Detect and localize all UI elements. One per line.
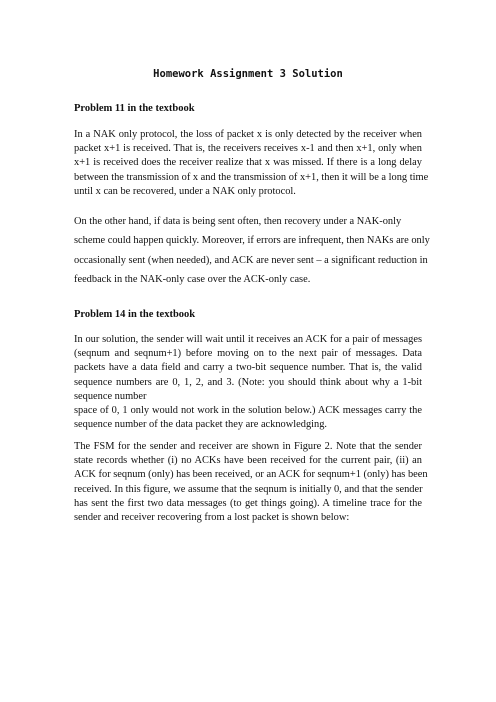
paragraph-line: has sent the first two data messages (to get things going). A timeline trace for the xyxy=(74,497,422,509)
paragraph-line: packet x+1 is received. That is, the receivers receives x-1 and then x+1, only when xyxy=(74,143,422,155)
paragraph-line: sequence numbers are 0, 1, 2, and 3. (Note: you should think about why a 1-bit xyxy=(74,376,422,388)
paragraph-line: sender and receiver recovering from a lost packet is shown below: xyxy=(74,512,350,524)
paragraph-line: space of 0, 1 only would not work in the solution below.) ACK messages carry the xyxy=(74,405,422,417)
paragraph-line: feedback in the NAK-only case over the ACK-only case. xyxy=(74,273,311,285)
paragraph xyxy=(74,212,430,289)
document-title: Homework Assignment 3 Solution xyxy=(153,68,343,80)
paragraph-line: sequence number xyxy=(74,390,147,402)
paragraph-line: sequence number of the data packet they are acknowledging. xyxy=(74,419,328,431)
paragraph-line: state records whether (i) no ACKs have been received for the current pair, (ii) an xyxy=(74,455,422,467)
paragraph-line: received. In this figure, we assume that the seqnum is initially 0, and that the sender xyxy=(74,483,423,495)
paragraph-line: scheme could happen quickly. Moreover, if errors are infrequent, then NAKs are only xyxy=(74,235,430,247)
paragraph-line: In a NAK only protocol, the loss of packet x is only detected by the receiver when xyxy=(74,129,422,140)
paragraph xyxy=(74,333,422,432)
paragraph-line: until x can be recovered, under a NAK only protocol. xyxy=(74,185,296,197)
paragraph xyxy=(74,128,429,199)
paragraph-line: (seqnum and seqnum+1) before moving on to the next pair of messages. Data xyxy=(74,348,422,360)
paragraph-line: occasionally sent (when needed), and ACK are never sent – a significant reduction in xyxy=(74,254,428,266)
paragraph-line: ACK for seqnum (only) has been received, or an ACK for seqnum+1 (only) has been xyxy=(74,469,428,481)
paragraph-line: x+1 is received does the receiver realize that x was missed. If there is a long delay xyxy=(74,157,422,169)
paragraph-line: In our solution, the sender will wait until it receives an ACK for a pair of messages xyxy=(74,334,422,345)
paragraph xyxy=(74,440,428,525)
paragraph-line: packets have a data field and carry a two-bit sequence number. That is, the valid xyxy=(74,362,422,374)
paragraph-line: The FSM for the sender and receiver are shown in Figure 2. Note that the sender xyxy=(74,441,422,452)
section-heading-problem-14: Problem 14 in the textbook xyxy=(74,309,196,320)
section-heading-problem-11: Problem 11 in the textbook xyxy=(74,103,195,114)
paragraph-line: between the transmission of x and the transmission of x+1, then it will be a long time xyxy=(74,171,429,183)
paragraph-line: On the other hand, if data is being sent often, then recovery under a NAK-only xyxy=(74,216,402,227)
